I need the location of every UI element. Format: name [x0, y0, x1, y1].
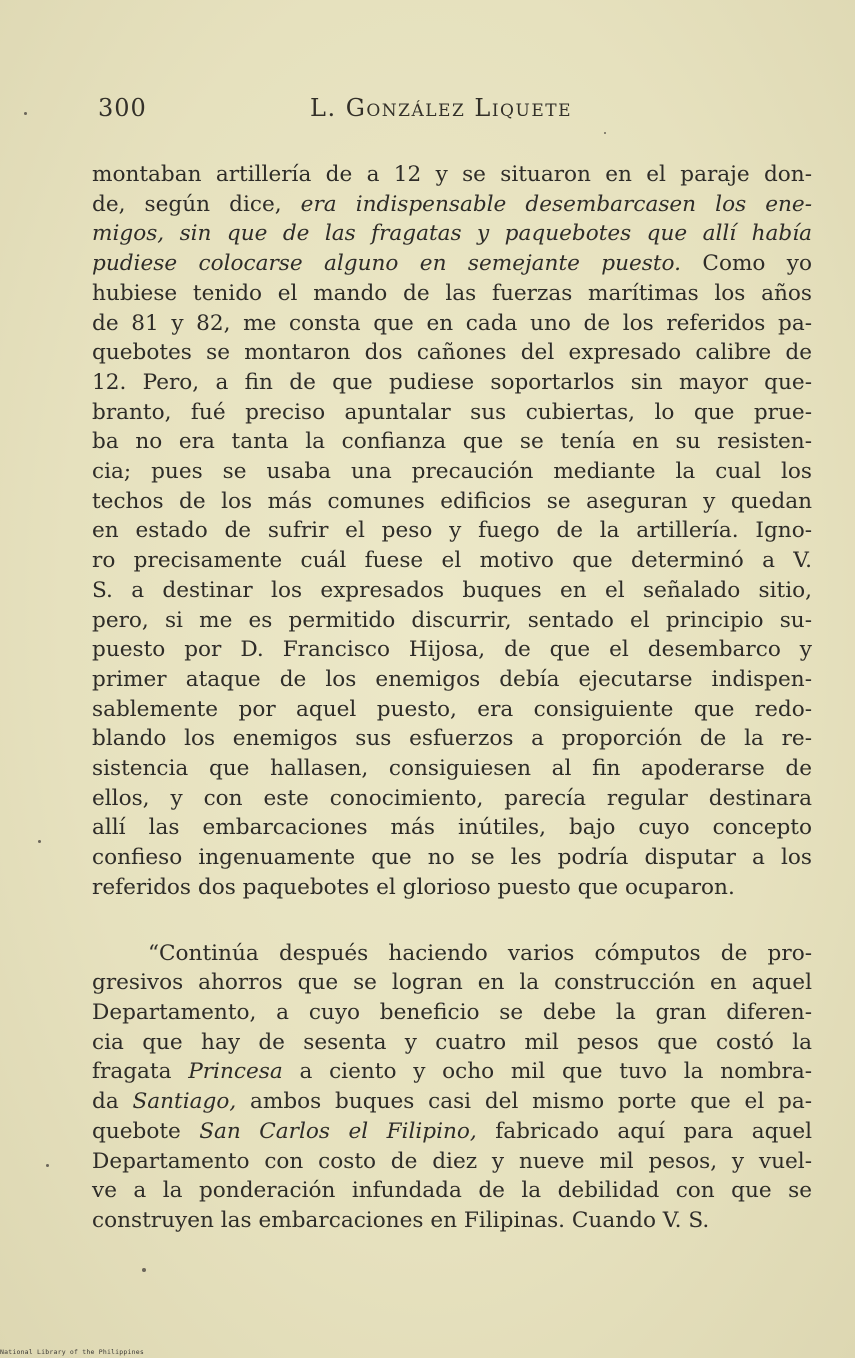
- text-segment: gresivos ahorros que se logran en la construcción en aquel: [92, 970, 812, 996]
- text-segment: en estado de sufrir el peso y fuego de la artillería. Igno-: [92, 518, 812, 544]
- text-segment: referidos dos paquebotes el glorioso puesto que ocuparon.: [92, 874, 735, 900]
- text-segment: pero, si me es permitido discurrir, sentado el principio su-: [92, 607, 812, 633]
- scan-speck: [142, 1268, 146, 1272]
- text-segment: da: [92, 1089, 133, 1115]
- text-line: [92, 457, 812, 487]
- text-line: [92, 695, 812, 725]
- scan-speck: [24, 112, 27, 115]
- text-line: [92, 635, 812, 665]
- text-segment: quebote: [92, 1118, 200, 1144]
- text-segment: ba no era tanta la confianza que se tenía en su resisten-: [92, 429, 812, 455]
- body-text: [92, 160, 812, 1236]
- text-line: [92, 398, 812, 428]
- text-segment: Departamento, a cuyo beneficio se debe la gran diferen-: [92, 999, 812, 1025]
- scan-speck: [604, 132, 606, 134]
- text-line: [92, 368, 812, 398]
- text-line: [92, 1147, 812, 1177]
- text-line: [92, 968, 812, 998]
- text-line: [92, 1057, 812, 1087]
- scan-speck: [38, 840, 41, 843]
- text-segment: Departamento con costo de diez y nueve mil pesos, y vuel-: [92, 1148, 812, 1174]
- text-segment: branto, fué preciso apuntalar sus cubiertas, lo que prue-: [92, 399, 812, 425]
- text-line: [92, 309, 812, 339]
- text-line: [92, 546, 812, 576]
- text-segment: primer ataque de los enemigos debía ejecutarse indispen-: [92, 666, 812, 692]
- text-segment: ro precisamente cuál fuese el motivo que determinó a V.: [92, 548, 812, 574]
- italic-text-segment: pudiese colocarse alguno en semejante puesto.: [92, 251, 682, 277]
- text-segment: techos de los más comunes edificios se aseguran y quedan: [92, 488, 812, 514]
- text-line: [92, 843, 812, 873]
- text-line: [92, 813, 812, 843]
- text-line: [92, 279, 812, 309]
- text-segment: ve a la ponderación infundada de la debilidad con que se: [92, 1178, 812, 1204]
- text-line: [92, 784, 812, 814]
- text-line: [92, 338, 812, 368]
- text-line: [92, 939, 812, 969]
- text-segment: ellos, y con este conocimiento, parecía regular destinara: [92, 785, 812, 811]
- text-segment: blando los enemigos sus esfuerzos a proporción de la re-: [92, 726, 812, 752]
- text-segment: Como yo: [681, 251, 812, 277]
- text-segment: puesto por D. Francisco Hijosa, de que el desembarco y: [92, 637, 812, 663]
- text-line: [92, 249, 812, 279]
- italic-text-segment: Santiago,: [132, 1089, 237, 1115]
- text-segment: a ciento y ocho mil que tuvo la nombra-: [282, 1059, 812, 1085]
- text-segment: fabricado aquí para aquel: [476, 1118, 812, 1144]
- text-line: [92, 665, 812, 695]
- paragraph-gap: [92, 903, 812, 939]
- text-line: [92, 998, 812, 1028]
- text-line: [92, 487, 812, 517]
- text-line: [92, 1087, 812, 1117]
- text-line: [92, 427, 812, 457]
- text-line: [92, 1206, 812, 1236]
- text-segment: construyen las embarcaciones en Filipinas. Cuando V. S.: [92, 1207, 710, 1233]
- text-segment: sistencia que hallasen, consiguiesen al fin apoderarse de: [92, 756, 812, 782]
- text-segment: montaban artillería de a 12 y se situaron en el paraje don-: [92, 162, 812, 187]
- text-segment: de, según dice,: [92, 191, 301, 217]
- text-segment: allí las embarcaciones más inútiles, bajo cuyo concepto: [92, 815, 812, 841]
- italic-text-segment: migos, sin que de las fragatas y paquebotes que allí había: [92, 221, 812, 247]
- text-line: [92, 1176, 812, 1206]
- text-segment: S. a destinar los expresados buques en el señalado sitio,: [92, 577, 812, 603]
- text-line: [92, 160, 812, 190]
- italic-text-segment: Princesa: [188, 1059, 283, 1085]
- text-line: [92, 219, 812, 249]
- italic-text-segment: era indispensable desembarcasen los ene-: [300, 191, 812, 217]
- text-line: [92, 754, 812, 784]
- text-line: [92, 1117, 812, 1147]
- text-segment: quebotes se montaron dos cañones del expresado calibre de: [92, 340, 812, 366]
- text-segment: cia que hay de sesenta y cuatro mil pesos que costó la: [92, 1029, 812, 1055]
- text-line: [92, 724, 812, 754]
- library-watermark: National Library of the Philippines: [0, 1348, 144, 1356]
- text-segment: sablemente por aquel puesto, era consiguiente que redo-: [92, 696, 812, 722]
- text-segment: de 81 y 82, me consta que en cada uno de los referidos pa-: [92, 310, 812, 336]
- text-line: [92, 606, 812, 636]
- running-title: L. González Liquete: [310, 94, 572, 122]
- italic-text-segment: San Carlos el Filipino,: [199, 1118, 477, 1144]
- text-segment: 12. Pero, a fin de que pudiese soportarlos sin mayor que-: [92, 369, 812, 395]
- text-segment: hubiese tenido el mando de las fuerzas marítimas los años: [92, 280, 812, 306]
- text-line: [92, 576, 812, 606]
- text-line: [92, 516, 812, 546]
- text-line: [92, 1028, 812, 1058]
- text-segment: cia; pues se usaba una precaución mediante la cual los: [92, 459, 812, 485]
- text-line: [92, 190, 812, 220]
- text-segment: “Continúa después haciendo varios cómputos de pro-: [148, 940, 812, 966]
- text-segment: fragata: [92, 1059, 189, 1085]
- text-segment: confieso ingenuamente que no se les podría disputar a los: [92, 845, 812, 871]
- page-number: 300: [98, 94, 147, 122]
- text-line: [92, 873, 812, 903]
- scan-speck: [46, 1164, 49, 1167]
- text-segment: ambos buques casi del mismo porte que el pa-: [236, 1089, 812, 1115]
